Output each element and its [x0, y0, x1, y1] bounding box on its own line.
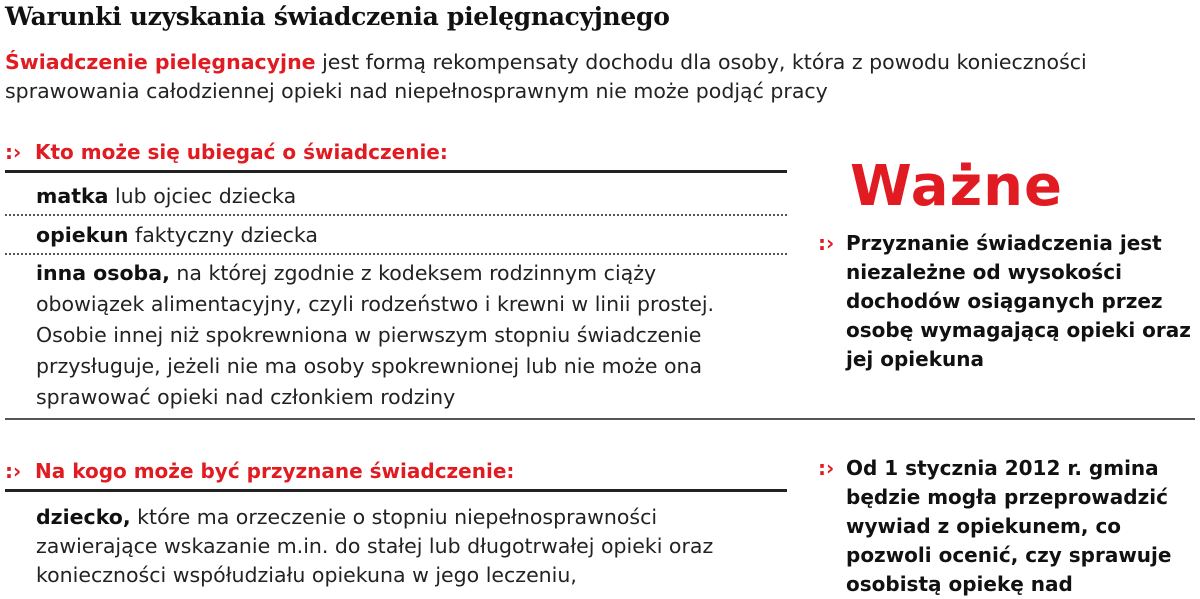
- important-note: [818, 454, 1191, 599]
- article-title: Warunki uzyskania świadczenia pielęgnacyjnego: [5, 2, 670, 31]
- intro-text: jest formą rekompensaty dochodu dla osoby, która z powodu konieczności sprawowania całodziennej opieki nad niepełnosprawnym nie może podjąć pracy: [5, 50, 1087, 103]
- section1-heading: [5, 140, 448, 164]
- list-item: [36, 503, 756, 590]
- list-item: [36, 258, 761, 413]
- item-text: które ma orzeczenie o stopniu niepełnosprawności zawierające wskazanie m.in. do stałej lub długotrwałej opieki oraz konieczności współudziału opiekuna w jego leczeniu,: [36, 505, 714, 587]
- item-bold: inna osoba,: [36, 261, 170, 285]
- list-item: [36, 181, 776, 211]
- note-text: Przyznanie świadczenia jest niezależne od wysokości dochodów osiąganych przez osobę wymagającą opieki oraz jej opiekuna: [846, 231, 1191, 371]
- arrow-icon: :›: [818, 456, 835, 480]
- item-bold: opiekun: [36, 223, 129, 247]
- important-note: [818, 229, 1196, 374]
- main-divider: [5, 418, 1195, 420]
- important-heading: Ważne: [850, 154, 1064, 219]
- item-bold: dziecko,: [36, 505, 131, 529]
- item-text: faktyczny dziecka: [128, 223, 318, 247]
- item-text: na której zgodnie z kodeksem rodzinnym ciąży obowiązek alimentacyjny, czyli rodzeństwo i krewni w linii prostej. Osobie innej niż spokrewniona w pierwszym stopniu świadczenie przysługuje, jeżeli nie ma osoby spokrewnionej lub nie może ona sprawować opieki nad członkiem rodziny: [36, 261, 715, 409]
- section2-heading: [5, 459, 514, 483]
- list-item: [36, 220, 776, 250]
- note-text: Od 1 stycznia 2012 r. gmina będzie mogła przeprowadzić wywiad z opiekunem, co pozwoli ocenić, czy sprawuje osobistą opiekę nad: [846, 456, 1172, 596]
- intro-paragraph: [5, 48, 1185, 106]
- arrow-icon: :›: [818, 231, 835, 255]
- item-bold: matka: [36, 184, 109, 208]
- arrow-icon: :›: [5, 459, 22, 483]
- intro-highlight: Świadczenie pielęgnacyjne: [5, 50, 316, 74]
- dotted-divider: [5, 214, 787, 216]
- item-text: lub ojciec dziecka: [108, 184, 297, 208]
- section2-heading-text: Na kogo może być przyznane świadczenie:: [35, 459, 515, 483]
- section1-rule: [5, 170, 787, 173]
- section1-heading-text: Kto może się ubiegać o świadczenie:: [35, 140, 448, 164]
- section2-rule: [5, 489, 787, 492]
- dotted-divider: [5, 253, 787, 255]
- arrow-icon: :›: [5, 140, 22, 164]
